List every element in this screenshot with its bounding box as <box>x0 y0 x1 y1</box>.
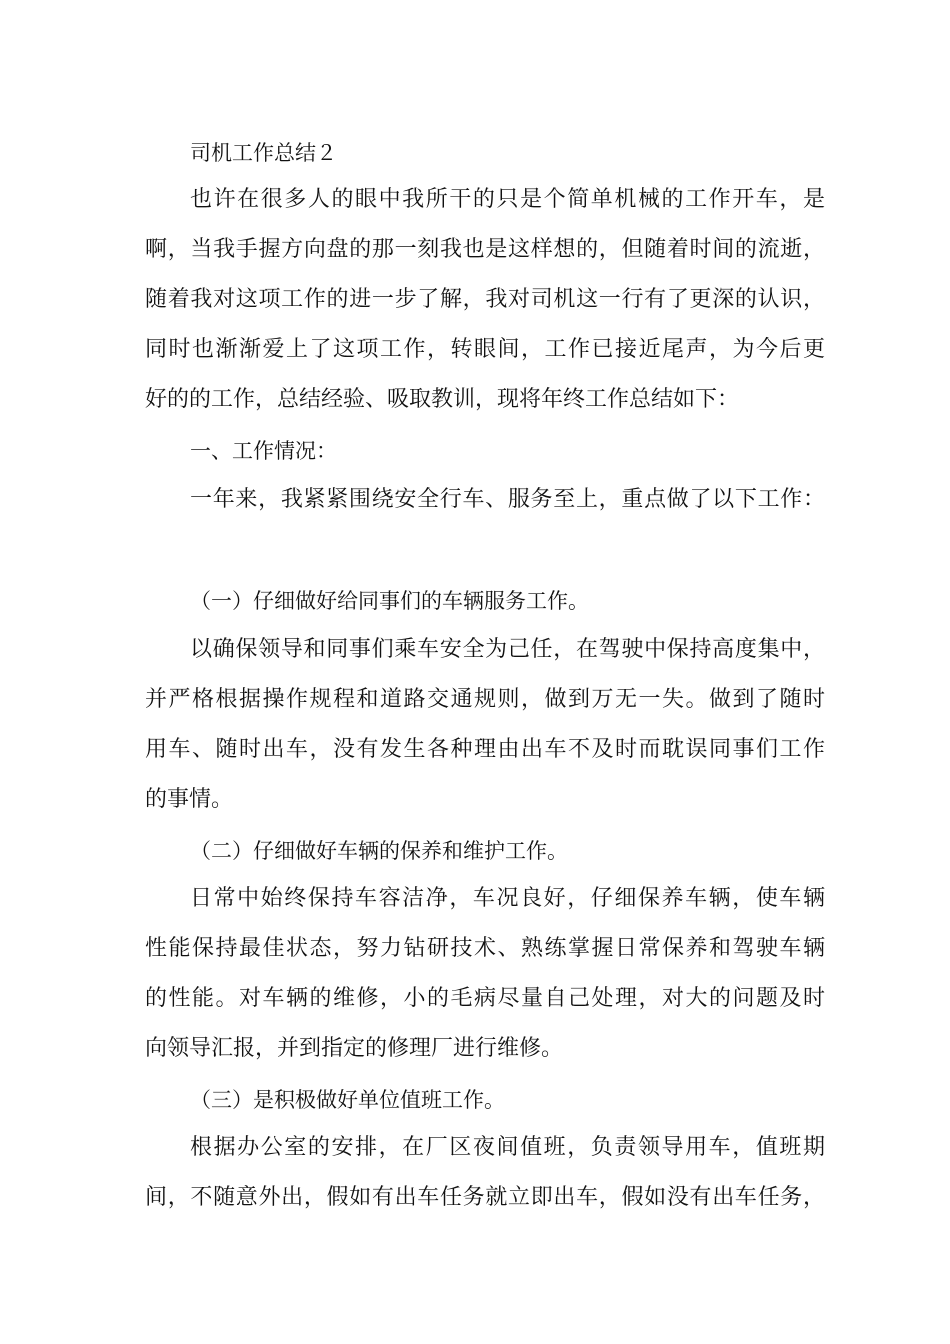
paragraph-line: 间，不随意外出，假如有出车任务就立即出车，假如没有出车任务， <box>145 1185 825 1210</box>
paragraph-line: 向领导汇报，并到指定的修理厂进行维修。 <box>145 1036 564 1061</box>
subsection-heading: （二）仔细做好车辆的保养和维护工作。 <box>190 839 568 863</box>
paragraph-line: 并严格根据操作规程和道路交通规则，做到万无一失。做到了随时 <box>145 687 825 712</box>
subsection-heading: （一）仔细做好给同事们的车辆服务工作。 <box>190 589 589 613</box>
paragraph-line: 的事情。 <box>145 787 234 812</box>
paragraph-line: 一年来，我紧紧围绕安全行车、服务至上，重点做了以下工作： <box>190 487 825 512</box>
paragraph-line: 日常中始终保持车容洁净，车况良好，仔细保养车辆，使车辆 <box>190 886 825 911</box>
paragraph-line: 同时也渐渐爱上了这项工作，转眼间，工作已接近尾声，为今后更 <box>145 337 825 362</box>
paragraph-line: 的性能。对车辆的维修，小的毛病尽量自己处理，对大的问题及时 <box>145 986 825 1011</box>
paragraph-line: 用车、随时出车，没有发生各种理由出车不及时而耽误同事们工作 <box>145 737 825 762</box>
paragraph-line: 以确保领导和同事们乘车安全为己任，在驾驶中保持高度集中， <box>190 637 825 662</box>
paragraph-line: 根据办公室的安排，在厂区夜间值班，负责领导用车，值班期 <box>190 1135 825 1160</box>
paragraph-line: 性能保持最佳状态，努力钻研技术、熟练掌握日常保养和驾驶车辆 <box>145 936 825 961</box>
document-title: 司机工作总结２ <box>190 141 337 165</box>
paragraph-line: 啊，当我手握方向盘的那一刻我也是这样想的，但随着时间的流逝， <box>145 237 825 262</box>
section-heading: 一、工作情况： <box>190 439 337 463</box>
paragraph-line: 也许在很多人的眼中我所干的只是个简单机械的工作开车，是 <box>190 187 825 212</box>
paragraph-line: 随着我对这项工作的进一步了解，我对司机这一行有了更深的认识， <box>145 287 825 312</box>
paragraph-line: 好的的工作，总结经验、吸取教训，现将年终工作总结如下： <box>145 387 740 412</box>
subsection-heading: （三）是积极做好单位值班工作。 <box>190 1088 505 1112</box>
